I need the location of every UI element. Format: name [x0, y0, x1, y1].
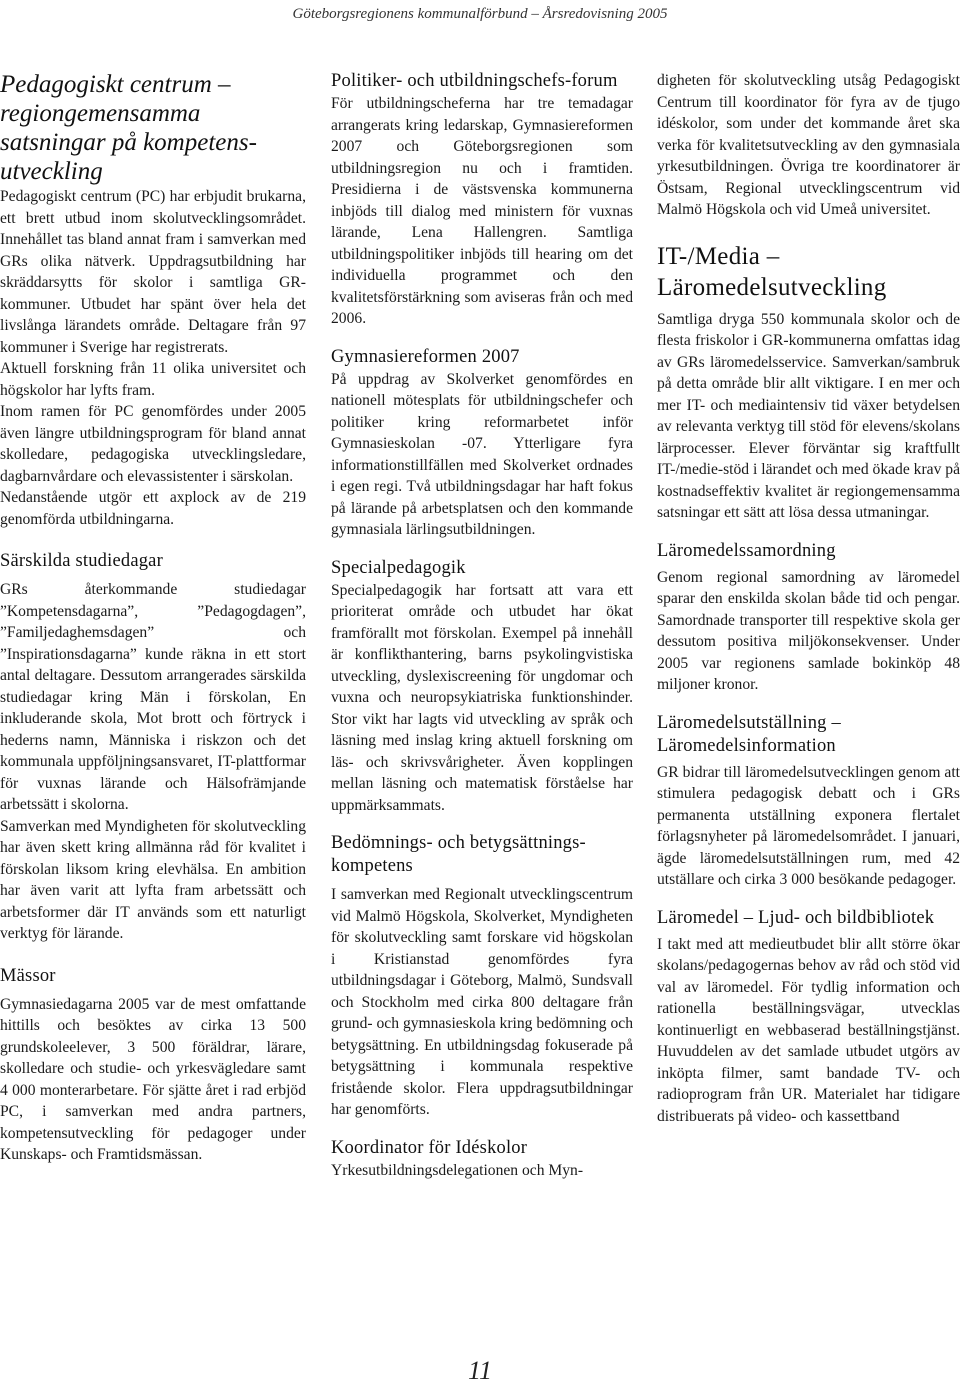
heading-sarskilda-studiedagar: Särskilda studiedagar — [0, 551, 163, 571]
heading-laromedelssamordning: Läromedelssamordning — [657, 540, 836, 561]
column-left — [0, 70, 306, 1166]
itmedia-paragraph-1: Samtliga dryga 550 kommunala skolor och de flesta friskolor i GR-kommunerna omfattas idag av GRs läromedelsservice. Samverkan/sambruk på detta område blir allt viktigare. I en mer och mer IT- och mediaintensiv tid växer betydelsen av relevanta verktyg till stöd för elevens/skolans lärprocesser. Elever förväntar sig kraftfullt IT-/medie-stöd i lärandet och med ökade krav på kostnadseffektiv kvalitet är regiongemensamma satsningar ett sätt att lösa dessa utmaningar. — [657, 310, 960, 521]
studiedagar-paragraph-1: GRs återkommande studiedagar ”Kompetensdagarna”, ”Pedagogdagen”, ”Familjedaghemsdagen” och ”Inspirationsdagarna” kunde räkna in ett stort antal deltagare. Dessutom arrangerades särskilda studiedagar kring Män i förskolan, En inkluderande skola, Mot brott och förtryck i hederns namn, Människa i riskzon och det kommunala uppföljningsansvaret, IT-plattformar för vuxnas lärande och Hälsofrämjande arbetssätt i skolorna. — [0, 581, 306, 813]
heading-politiker-forum: Politiker- och utbildningschefs-forum — [331, 71, 618, 91]
heading-massor: Mässor — [0, 965, 56, 986]
column-right — [657, 70, 960, 1127]
heading-koordinator: Koordinator för Idéskolor — [331, 1137, 528, 1158]
intro-paragraph-3: Inom ramen för PC genomfördes under 2005 även längre utbildningsprogram för bland annat skolledare, pedagogiska utvecklingsledare, dagbarnvårdare och elevassistenter i särskolan. — [0, 403, 306, 485]
bedomning-paragraph-1: I samverkan med Regionalt utvecklingscentrum vid Malmö Högskola, Skolverket, Myndigheten för skolutveckling samt forskare vid högskolan i Kristianstad genomfördes fyra utbildningsdagar i Göteborg, Malmö, Sundsvall och Stockholm med cirka 800 deltagare från grund- och gymnasieskola kring bedömning och betygsättning. En utbildningsdag fokuserade på betygsättning i kommunala respektive fristående skolor. Flera uppdragsutbildningar har genomförts. — [331, 886, 633, 1118]
heading-gymnasiereformen: Gymnasiereformen 2007 — [331, 346, 520, 367]
koordinator-paragraph-1: Yrkesutbildningsdelegationen och Myn- — [331, 1161, 584, 1179]
heading-specialpedagogik: Specialpedagogik — [331, 557, 466, 578]
continued-paragraph: digheten för skolutveckling utsåg Pedagogiskt Centrum till koordinator för fyra av de tjugo idéskolor, som under det kommande året ska verka för kvalitetsutveckling av den gymnasiala yrkesutbildningen. Övriga tre koordinatorer är Östsam, Regional utvecklingscentrum vid Malmö Högskola och vid Umeå universitet. — [657, 72, 960, 218]
utstallning-paragraph-1: GR bidrar till läromedelsutvecklingen genom att stimulera pedagogisk debatt och i GRs permanenta utställning exponera flertalet förlagsnyheter på läromedelsområdet. I januari, ägde läromedelsutställningen rum, med 42 utställare och cirka 3 000 besökande pedagoger. — [657, 763, 960, 888]
heading-bedomning: Bedömnings- och betygsättnings-kompetens — [331, 833, 586, 876]
ljud-paragraph-1: I takt med att medieutbudet blir allt större ökar skolans/pedagogernas behov av råd och stöd vid val av läromedel. För tydlig information och rationella beställningsvägar, utvecklas kontinuerligt en webbaserad beställningstjänst. Huvuddelen av det samlade utbudet utgörs av inköpta filmer, samt bandade TV- och radioprogram från UR. Materialet har tidigare distribuerats på video- och kassettband — [657, 935, 960, 1125]
intro-paragraph-2: Aktuell forskning från 11 olika universitet och högskolor har lyfts fram. — [0, 360, 306, 399]
gymnasiereformen-paragraph-1: På uppdrag av Skolverket genomfördes en nationell mötesplats för utbildningschefer och politiker kring reformarbetet inför Gymnasieskolan -07. Ytterligare fyra informationstillfällen med Skolverket ordnades i egen regi. Två utbildningsdagar har haft fokus på lärande på arbetsplatsen och den kommande gymnasiala lärlingsutbildningen. — [331, 370, 633, 538]
running-header: Göteborgsregionens kommunalförbund – Årsredovisning 2005 — [292, 6, 668, 22]
heading-ljud-bildbibliotek: Läromedel – Ljud- och bildbibliotek — [657, 907, 935, 928]
studiedagar-paragraph-2: Samverkan med Myndigheten för skolutveckling har även skett kring allmänna råd för kvalitet i förskolan liksom kring elevhälsa. En ambition har även varit att lyfta fram arbetssätt och arbetsformer där IT används som ett naturligt verktyg för lärande. — [0, 817, 306, 942]
politiker-paragraph-1: För utbildningscheferna har tre temadagar arrangerats kring ledarskap, Gymnasiereformen 2007 och Göteborgsregionen som utbildningsregion nu och i framtiden. Presidierna i de västsvenska kommunerna inbjöds till dialog med ministern för vuxnas lärande, Lena Hallengren. Samtliga utbildningspolitiker inbjöds till hearing om det individuella programmet och den kvalitetsförstärkning som aviseras från och med 2006. — [331, 95, 633, 327]
intro-paragraph-1: Pedagogiskt centrum (PC) har erbjudit brukarna, ett brett utbud inom skolutvecklingsområdet. Innehållet tas bland annat fram i samverkan med GRs olika nätverk. Uppdragsutbildning har skräddarsytts för skolor i samtliga GR-kommuner. Utbudet har spänt över hela det livslånga lärandets område. Deltagare från 97 kommuner i Sverige har registrerats. — [0, 188, 306, 356]
heading-it-media: IT-/Media – Läromedelsutveckling — [657, 242, 887, 301]
specialpedagogik-paragraph-1: Specialpedagogik har fortsatt att vara ett prioriterat område och utbudet har ökat framförallt mot förskolan. Exempel på innehåll är konflikthantering, barns psykolingvistiska utveckling, dyslexiscreening för ungdomar och vuxna och neuropsykiatriska funktionshinder. Stor vikt har lagts vid utveckling av språk och läsning med inslag kring aktuell forskning om läs- och skrivsvårigheter. Även kopplingen mellan läsning och matematisk förståelse har uppmärksammats. — [331, 581, 633, 814]
page-title: Pedagogiskt centrum – regiongemensamma satsningar på kompetens-utveckling — [0, 71, 257, 185]
samordning-paragraph-1: Genom regional samordning av läromedel sparar den enskilda skolan både tid och pengar. Samordnade transporter till respektive skola ger dessutom positiva miljökonsekvenser. Under 2005 var regionens samlade bokinköp 48 miljoner kronor. — [657, 568, 960, 693]
page-number: 11 — [467, 1356, 493, 1385]
column-middle — [331, 70, 633, 1181]
massor-paragraph-1: Gymnasiedagarna 2005 var de mest omfattande hittills och besöktes av cirka 13 500 grundskoleelever, 3 500 föräldrar, lärare, skolledare och studie- och yrkesvägledare samt 4 000 monterarbetare. För sjätte året i rad erbjöd PC, i samverkan med andra partners, kompetensutveckling för pedagoger under Kunskaps- och Framtidsmässan. — [0, 995, 306, 1163]
heading-laromedelsutstallning: Läromedelsutställning – Läromedelsinformation — [657, 712, 841, 756]
intro-paragraph-4: Nedanstående utgör ett axplock av de 219 genomförda utbildningarna. — [0, 489, 306, 528]
